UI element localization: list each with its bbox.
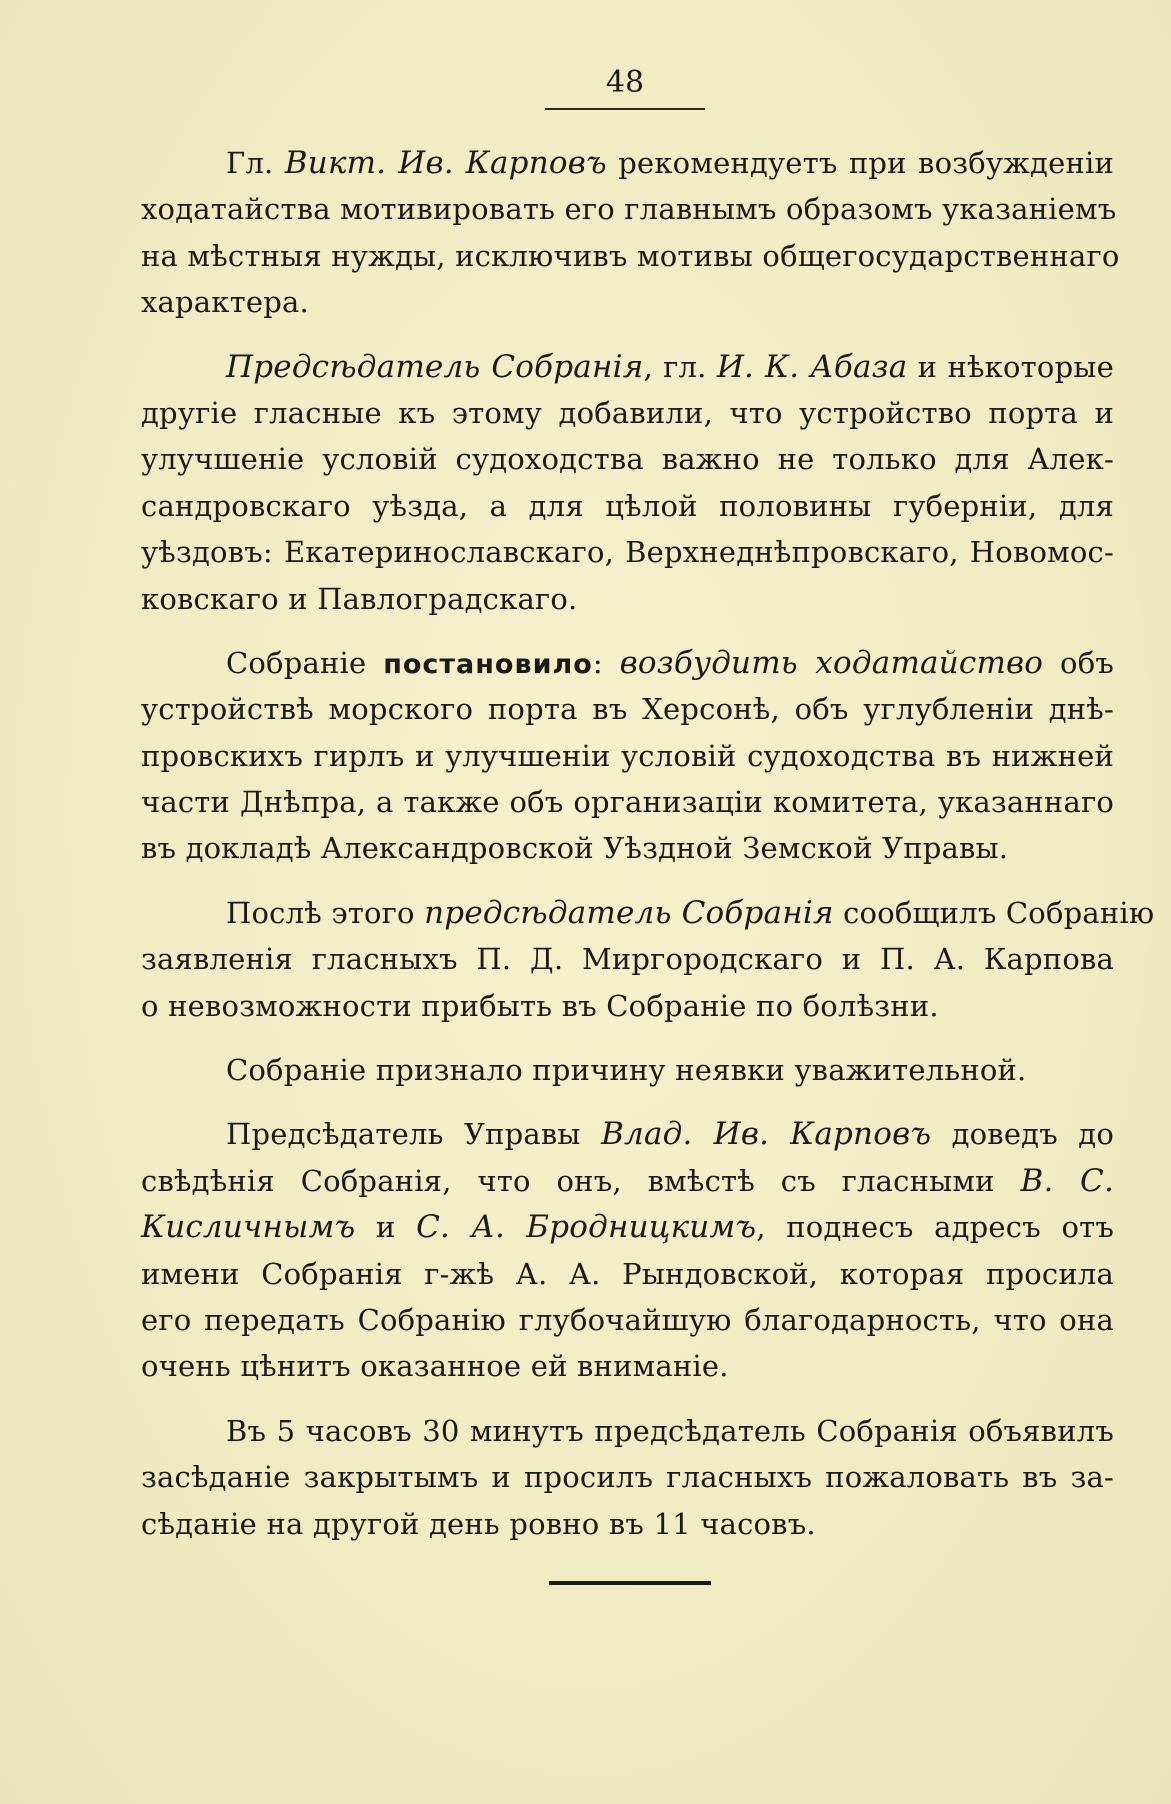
- text-line: [141, 779, 1114, 825]
- paragraph-gap: [141, 326, 1114, 344]
- text-line: [141, 436, 1114, 482]
- text-line: [141, 1111, 1114, 1157]
- text-run: Послѣ этого: [226, 895, 425, 930]
- text-line: [141, 483, 1114, 529]
- text-line: [141, 1408, 1114, 1454]
- text-run: устройствѣ морского порта въ Херсонѣ, объ углубленіи днѣ-: [141, 692, 1114, 727]
- text-run: въ докладѣ Александровской Уѣздной Земской Управы.: [141, 831, 1009, 866]
- text-run: объ: [1043, 645, 1115, 680]
- text-line: [141, 890, 1155, 936]
- paragraph-gap: [141, 1093, 1114, 1111]
- text-line: [141, 1454, 1114, 1500]
- text-line: [141, 686, 1114, 732]
- text-run: ковскаго и Павлоградскаго.: [141, 581, 578, 616]
- text-run: доведъ до: [931, 1117, 1114, 1152]
- text-run: засѣданіе закрытымъ и просилъ гласныхъ пожаловать въ за-: [141, 1460, 1114, 1495]
- text-run: Собраніе признало причину неявки уважительной.: [226, 1053, 1027, 1088]
- text-line: [141, 1297, 1114, 1343]
- page-number-rule: [545, 108, 705, 110]
- italic-name: Викт. Ив. Карповъ: [284, 145, 607, 181]
- spaced-emphasis: постановило: [383, 648, 593, 680]
- text-run: его передать Собранію глубочайшую благодарность, что она: [141, 1302, 1114, 1337]
- paragraph-gap: [141, 1029, 1114, 1047]
- text-run: ходатайства мотивировать его главнымъ образомъ указаніемъ: [141, 192, 1117, 227]
- text-line: [141, 983, 1114, 1029]
- text-run: Въ 5 часовъ 30 минутъ предсѣдатель Собранія объявилъ: [226, 1413, 1114, 1448]
- italic-name: возбудить ходатайство: [619, 644, 1044, 681]
- text-line: [141, 1343, 1114, 1389]
- text-run: улучшеніе условій судоходства важно не только для Алек-: [141, 442, 1114, 477]
- italic-name: С. А. Бродницкимъ: [416, 1209, 757, 1246]
- text-run: и нѣкоторые: [907, 349, 1114, 384]
- text-line: [141, 1251, 1114, 1297]
- text-line: [141, 233, 1120, 279]
- text-run: части Днѣпра, а также объ организаціи комитета, указаннаго: [141, 785, 1114, 820]
- text-run: на мѣстныя нужды, исключивъ мотивы общегосударственнаго: [141, 238, 1120, 273]
- text-line: [141, 344, 1114, 390]
- text-run: сандровскаго уѣзда, а для цѣлой половины губерніи, для: [141, 488, 1114, 523]
- text-line: [141, 529, 1114, 575]
- italic-name: Влад. Ив. Карповъ: [601, 1116, 932, 1153]
- body-text: [141, 140, 1155, 1547]
- end-rule: [549, 1581, 711, 1585]
- paragraph-gap: [141, 872, 1114, 890]
- text-line: [141, 1204, 1114, 1250]
- text-run: Гл.: [226, 146, 285, 180]
- text-line: [141, 640, 1114, 686]
- text-line: [141, 1047, 1114, 1093]
- text-line: [141, 733, 1114, 779]
- text-run: уѣздовъ: Екатеринославскаго, Верхнеднѣпровскаго, Новомос-: [141, 535, 1114, 570]
- text-run: о невозможности прибыть въ Собраніе по болѣзни.: [141, 988, 939, 1023]
- text-run: свѣдѣнія Собранія, что онъ, вмѣстѣ съ гласными: [141, 1163, 1021, 1198]
- text-run: провскихъ гирлъ и улучшеніи условій судоходства въ нижней: [141, 738, 1114, 773]
- text-line: [141, 140, 1114, 186]
- text-line: [141, 186, 1117, 232]
- text-run: Предсѣдатель Управы: [226, 1117, 602, 1152]
- text-line: [141, 825, 1114, 871]
- text-line: [141, 1501, 1114, 1547]
- italic-name: И. К. Абаза: [716, 348, 908, 385]
- text-run: :: [592, 645, 620, 680]
- text-run: характера.: [141, 285, 309, 320]
- italic-name: Предсѣдатель Собранія: [226, 348, 644, 385]
- text-run: имени Собранія г-жѣ А. А. Рындовской, которая просила: [141, 1256, 1114, 1291]
- text-run: , гл.: [643, 349, 717, 384]
- text-run: сообщилъ Собранію: [833, 895, 1155, 930]
- text-line: [141, 279, 1114, 325]
- paragraph-gap: [141, 622, 1114, 640]
- text-line: [141, 390, 1114, 436]
- paragraph-gap: [141, 1390, 1114, 1408]
- text-run: рекомендуетъ при возбужденіи: [606, 146, 1114, 180]
- text-run: сѣданіе на другой день ровно въ 11 часовъ.: [141, 1506, 816, 1541]
- text-line: [141, 576, 1114, 622]
- italic-name: В. С.: [1020, 1162, 1115, 1199]
- text-line: [141, 1158, 1114, 1204]
- text-line: [141, 936, 1114, 982]
- text-run: и: [355, 1210, 417, 1245]
- text-run: другіе гласные къ этому добавили, что устройство порта и: [141, 395, 1114, 430]
- text-run: очень цѣнитъ оказанное ей вниманіе.: [141, 1349, 729, 1384]
- text-run: заявленія гласныхъ П. Д. Миргородскаго и П. А. Карпова: [141, 942, 1114, 977]
- text-run: Собраніе: [226, 645, 384, 680]
- italic-name: предсѣдатель Собранія: [424, 894, 834, 931]
- text-run: , поднесъ адресъ отъ: [756, 1210, 1115, 1245]
- italic-name: Кисличнымъ: [141, 1209, 356, 1246]
- page-number: 48: [605, 65, 645, 100]
